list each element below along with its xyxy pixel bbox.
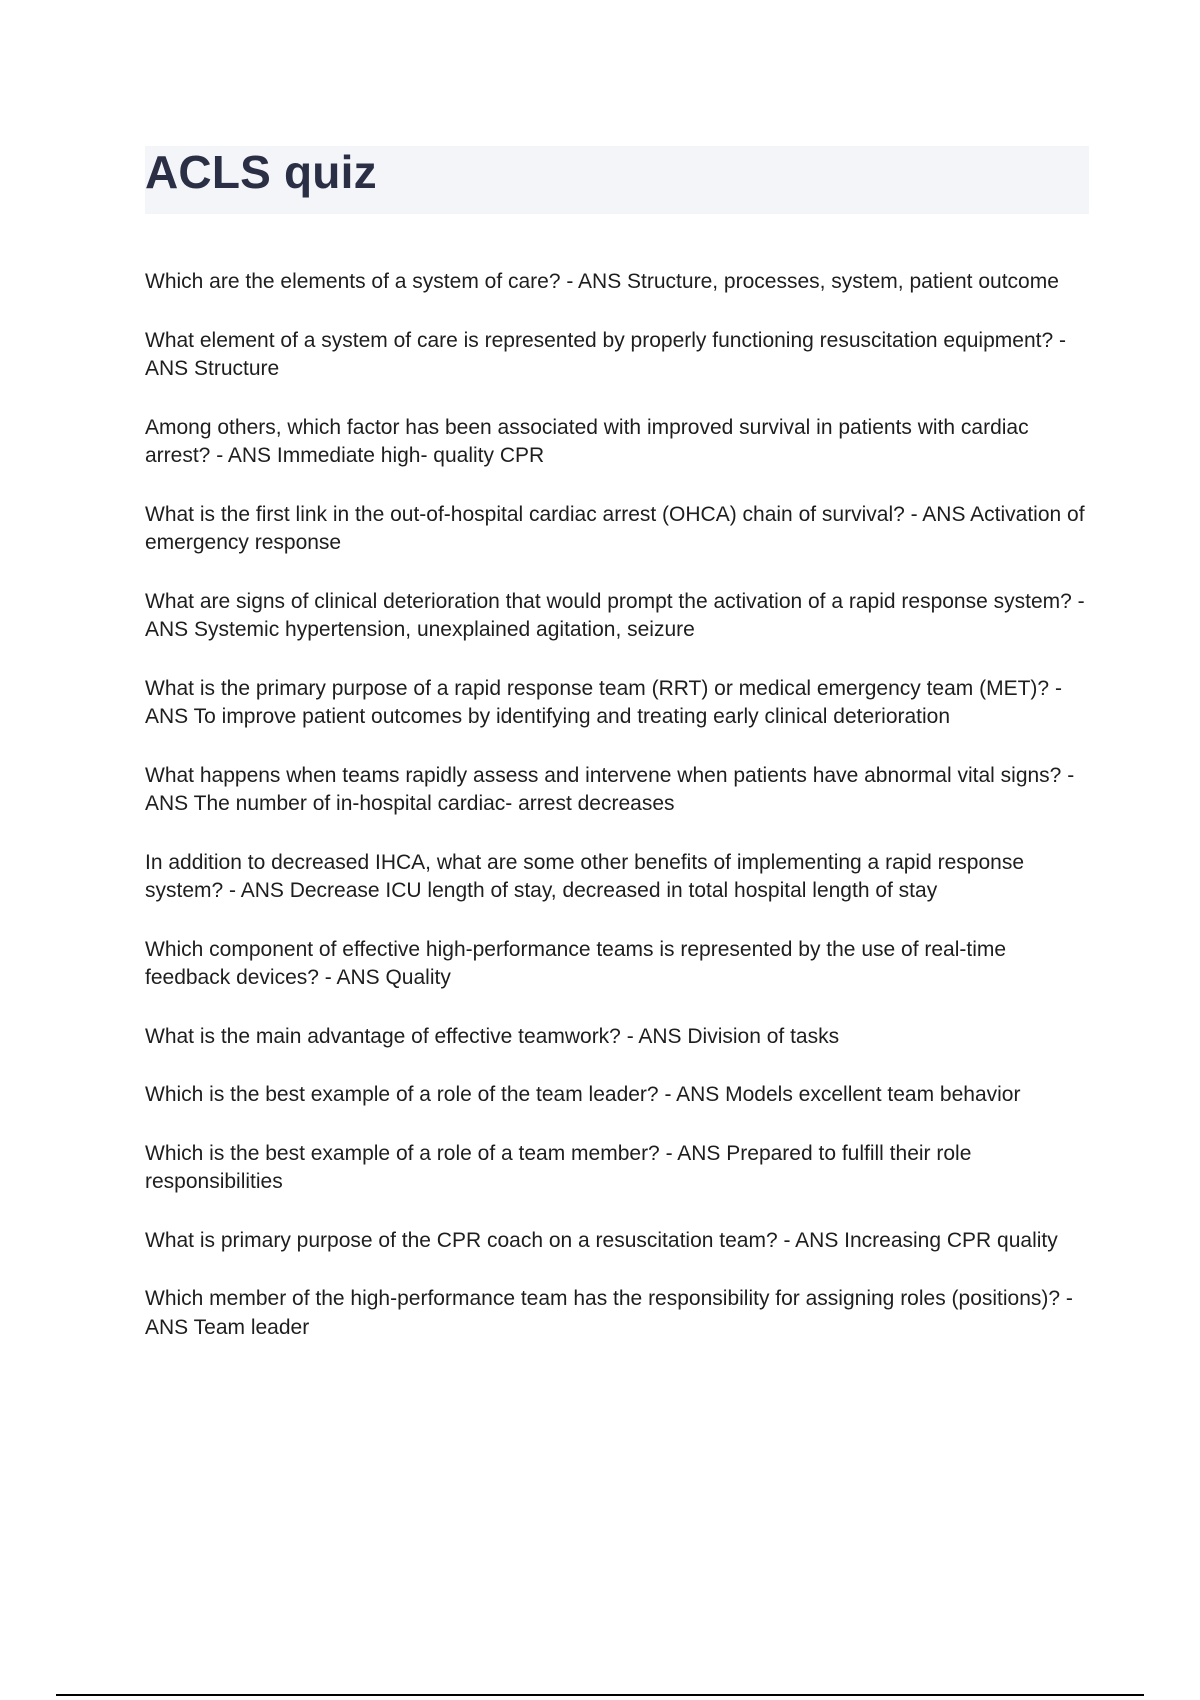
- qa-item: [145, 849, 1089, 906]
- question-text: Which is the best example of a role of the team leader? -: [145, 1083, 677, 1106]
- qa-item: [145, 1081, 1089, 1110]
- question-text: What is the first link in the out-of-hospital cardiac arrest (OHCA) chain of survival? -: [145, 502, 923, 526]
- question-text: Which member of the high-performance team has the responsibility for assigning roles (positions)? -: [145, 1287, 1073, 1310]
- qa-item: [145, 414, 1089, 471]
- answer-text: ANS Quality: [336, 966, 451, 989]
- answer-text: ANS Structure: [145, 357, 280, 380]
- answer-text: ANS Systemic hypertension, unexplained agitation, seizure: [145, 618, 695, 641]
- qa-item: [145, 1140, 1089, 1197]
- question-text: What is the main advantage of effective teamwork? -: [145, 1024, 639, 1048]
- question-text: Which are the elements of a system of care? -: [145, 270, 579, 293]
- qa-item: [145, 327, 1089, 384]
- answer-text: ANS The number of in-hospital cardiac- arrest decreases: [145, 792, 675, 815]
- answer-text: ANS Structure, processes, system, patient outcome: [578, 270, 1059, 293]
- question-text: What element of a system of care is represented by properly functioning resuscitation equipment? -: [145, 328, 1066, 352]
- question-text: What is the primary purpose of a rapid response team (RRT) or medical emergency team (MET)? -: [145, 676, 1062, 700]
- qa-item: [145, 588, 1089, 645]
- question-text: What is primary purpose of the CPR coach on a resuscitation team? -: [145, 1228, 796, 1252]
- qa-item: [145, 268, 1089, 297]
- qa-item: [145, 762, 1089, 819]
- answer-text: ANS Models excellent team behavior: [676, 1083, 1021, 1106]
- answer-text: ANS Activation of emergency response: [145, 502, 1085, 554]
- footer-divider: [56, 1694, 1144, 1696]
- answer-text: ANS Increasing CPR quality: [795, 1228, 1058, 1252]
- qa-item: [145, 1285, 1089, 1342]
- qa-item: [145, 1227, 1089, 1256]
- answer-text: ANS Division of tasks: [638, 1024, 840, 1048]
- qa-list: [145, 268, 1089, 1372]
- answer-text: ANS Immediate high- quality CPR: [227, 444, 545, 467]
- question-text: Which is the best example of a role of a team member? -: [145, 1141, 678, 1165]
- question-text: Among others, which factor has been associated with improved survival in patients with cardiac arrest? -: [145, 415, 1029, 467]
- qa-item: [145, 936, 1089, 993]
- answer-text: ANS Team leader: [145, 1315, 310, 1339]
- answer-text: ANS Decrease ICU length of stay, decreased in total hospital length of stay: [240, 879, 938, 902]
- answer-text: ANS To improve patient outcomes by identifying and treating early clinical deterioration: [145, 705, 951, 728]
- answer-text: ANS Prepared to fulfill their role responsibilities: [145, 1141, 972, 1193]
- qa-item: [145, 675, 1089, 732]
- question-text: What happens when teams rapidly assess and intervene when patients have abnormal vital signs? -: [145, 763, 1075, 787]
- question-text: Which component of effective high-performance teams is represented by the use of real-time feedback devices? -: [145, 937, 1007, 989]
- question-text: What are signs of clinical deterioration that would prompt the activation of a rapid response system? -: [145, 589, 1085, 613]
- qa-item: [145, 501, 1089, 558]
- page-title: ACLS quiz: [145, 146, 377, 198]
- qa-item: [145, 1023, 1089, 1052]
- question-text: In addition to decreased IHCA, what are some other benefits of implementing a rapid response system? -: [145, 850, 1024, 902]
